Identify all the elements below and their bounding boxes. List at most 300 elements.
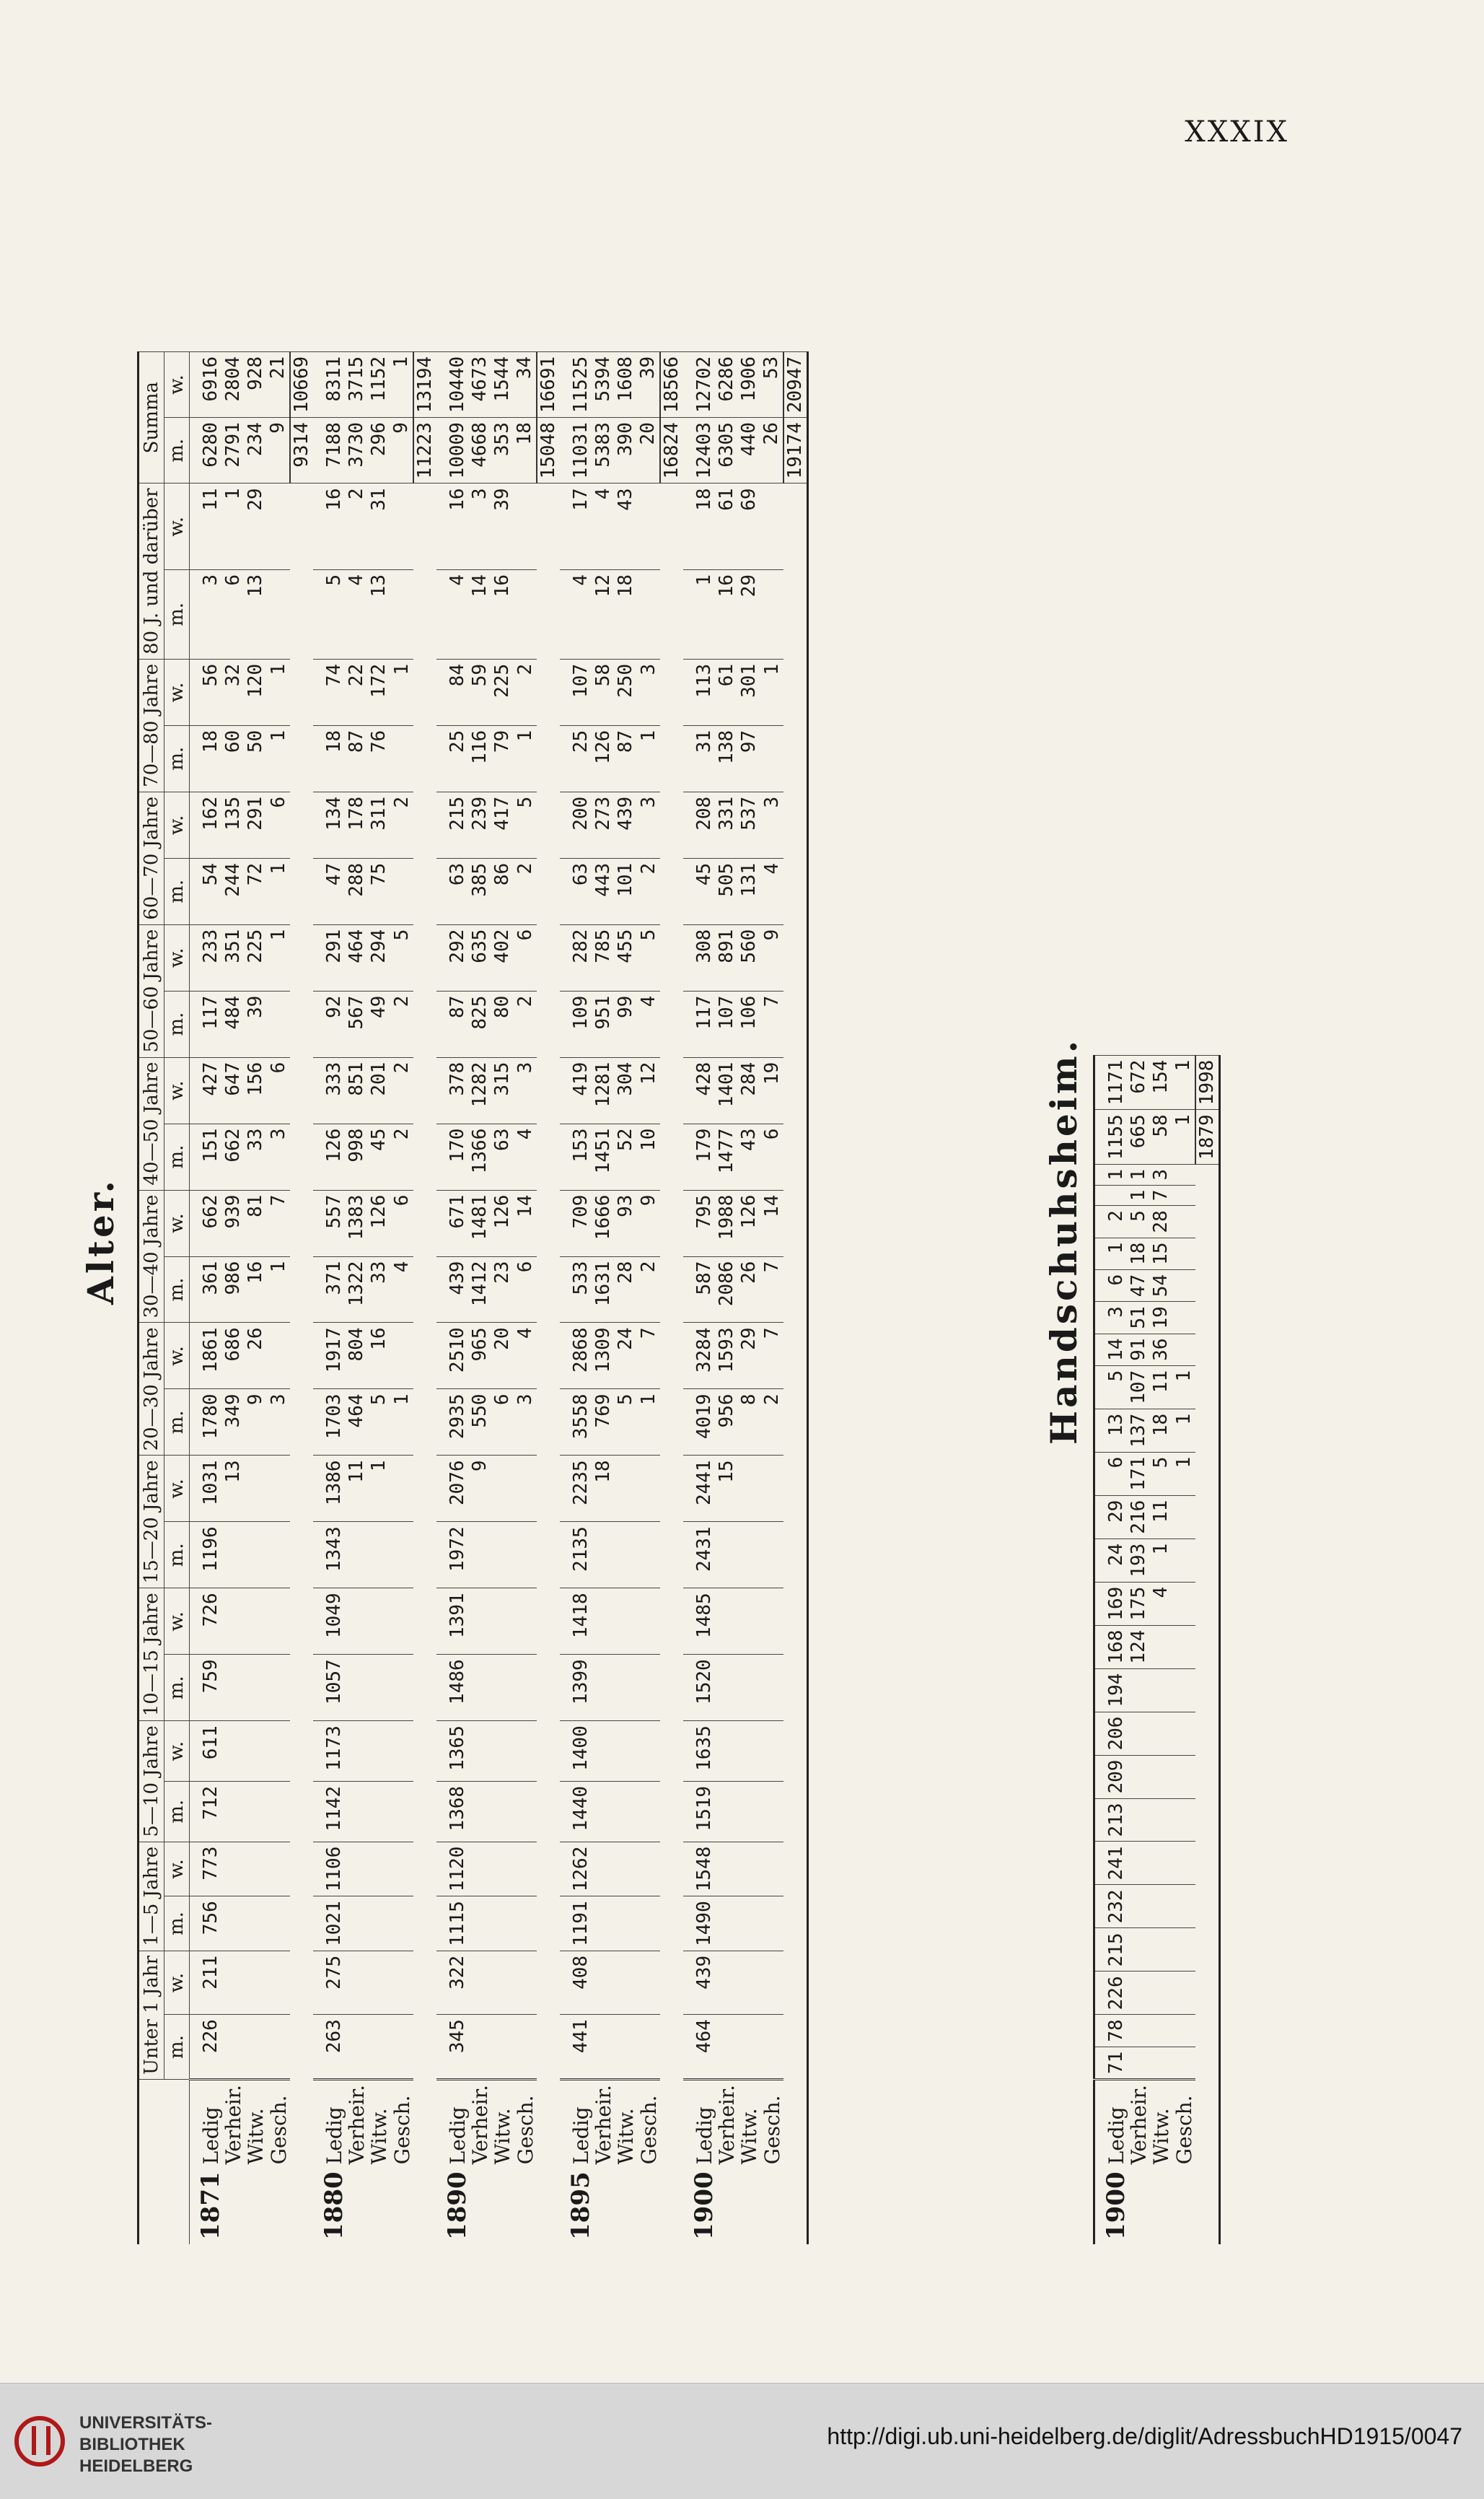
sex-w-header: w. xyxy=(164,924,190,991)
value-cell: 333 xyxy=(313,1057,346,1124)
value-cell: 686 xyxy=(222,1323,245,1389)
value-cell: 178 xyxy=(346,792,368,858)
value-cell: 6 xyxy=(514,1256,537,1323)
value-cell xyxy=(222,1951,245,2014)
value-cell: 206 xyxy=(1094,1712,1128,1755)
library-name xyxy=(79,2412,212,2477)
value-cell: 533 xyxy=(560,1256,592,1323)
value-cell: 72 xyxy=(245,858,267,924)
year-label: 1900 xyxy=(1102,2171,1130,2240)
value-cell xyxy=(390,1323,413,1389)
sum-m: 16824 xyxy=(660,418,683,483)
value-cell xyxy=(514,570,537,660)
value-cell xyxy=(491,1522,514,1588)
value-cell: 4 xyxy=(1150,1582,1172,1625)
data-row xyxy=(491,351,514,2244)
value-cell xyxy=(716,1842,738,1896)
status-label: Gesch. xyxy=(1172,2079,1195,2168)
value-cell: 505 xyxy=(716,858,738,924)
value-cell xyxy=(222,1781,245,1842)
value-cell: 4 xyxy=(592,483,615,570)
value-cell xyxy=(738,1951,760,2014)
value-cell: 785 xyxy=(592,924,615,991)
value-cell: 3 xyxy=(637,792,660,858)
value-cell: 11 xyxy=(1150,1365,1172,1409)
value-cell: 1486 xyxy=(436,1655,469,1721)
value-cell: 390 xyxy=(615,418,637,483)
value-cell xyxy=(267,1522,290,1588)
value-cell xyxy=(267,1781,290,1842)
value-cell: 1049 xyxy=(313,1588,346,1655)
value-cell xyxy=(738,1522,760,1588)
value-cell xyxy=(245,1781,267,1842)
value-cell xyxy=(1172,1206,1195,1238)
value-cell: 63 xyxy=(560,858,592,924)
value-cell xyxy=(1172,1798,1195,1842)
value-cell: 455 xyxy=(615,924,637,991)
value-cell: 209 xyxy=(1094,1755,1128,1798)
value-cell: 5383 xyxy=(592,418,615,483)
value-cell: 759 xyxy=(190,1655,223,1721)
value-cell xyxy=(637,570,660,660)
value-cell xyxy=(368,1896,390,1951)
value-cell: 12 xyxy=(637,1057,660,1124)
value-cell xyxy=(637,1456,660,1522)
section-heading-handschuhsheim: Handschuhsheim. xyxy=(1042,1037,1085,1445)
value-cell: 6 xyxy=(267,1057,290,1124)
value-cell: 4 xyxy=(390,1256,413,1323)
value-cell: 6 xyxy=(1094,1452,1128,1495)
age-group-header: 10—15 Jahre xyxy=(139,1588,164,1721)
value-cell: 29 xyxy=(1094,1495,1128,1539)
age-group-header: 60—70 Jahre xyxy=(139,792,164,924)
age-group-header: 30—40 Jahre xyxy=(139,1190,164,1323)
value-cell: 58 xyxy=(1150,1110,1172,1165)
value-cell: 107 xyxy=(560,659,592,725)
value-cell: 769 xyxy=(592,1389,615,1456)
value-cell: 14 xyxy=(760,1190,783,1256)
value-cell: 712 xyxy=(190,1781,223,1842)
value-cell xyxy=(716,1655,738,1721)
value-cell: 2 xyxy=(346,483,368,570)
sex-m-header: m. xyxy=(164,570,190,660)
value-cell: 226 xyxy=(1094,1971,1128,2015)
value-cell: 6 xyxy=(760,1124,783,1190)
data-row xyxy=(245,351,267,2244)
value-cell: 349 xyxy=(222,1389,245,1456)
value-cell: 213 xyxy=(1094,1798,1128,1842)
value-cell xyxy=(491,1721,514,1782)
value-cell: 4 xyxy=(760,858,783,924)
data-row xyxy=(637,351,660,2244)
value-cell xyxy=(716,1781,738,1842)
value-cell: 91 xyxy=(1128,1334,1150,1365)
value-cell: 93 xyxy=(615,1190,637,1256)
sex-w-header: w. xyxy=(164,1057,190,1124)
value-cell xyxy=(592,2015,615,2080)
value-cell: 804 xyxy=(346,1323,368,1389)
value-cell xyxy=(615,1721,637,1782)
value-cell xyxy=(760,570,783,660)
value-cell xyxy=(1150,1755,1172,1798)
value-cell xyxy=(1150,1668,1172,1712)
library-name-line3: HEIDELBERG xyxy=(79,2456,193,2476)
value-cell xyxy=(738,1842,760,1896)
age-group-header: 50—60 Jahre xyxy=(139,924,164,1057)
value-cell xyxy=(267,1588,290,1655)
value-cell: 75 xyxy=(368,858,390,924)
value-cell: 560 xyxy=(738,924,760,991)
value-cell: 1142 xyxy=(313,1781,346,1842)
value-cell: 537 xyxy=(738,792,760,858)
sum-spacer xyxy=(413,483,436,2244)
value-cell: 464 xyxy=(683,2015,716,2080)
value-cell: 25 xyxy=(436,725,469,792)
value-cell: 5 xyxy=(1150,1452,1172,1495)
status-label: Witw. xyxy=(245,2079,267,2168)
value-cell: 193 xyxy=(1128,1539,1150,1582)
value-cell xyxy=(1150,1625,1172,1668)
value-cell: 1309 xyxy=(592,1323,615,1389)
value-cell: 1 xyxy=(368,1456,390,1522)
value-cell: 52 xyxy=(615,1124,637,1190)
value-cell xyxy=(1150,1885,1172,1928)
value-cell: 1 xyxy=(683,570,716,660)
value-cell: 87 xyxy=(346,725,368,792)
value-cell: 26 xyxy=(738,1256,760,1323)
value-cell: 18 xyxy=(1128,1238,1150,1269)
value-cell xyxy=(245,1951,267,2014)
age-group-header: 1—5 Jahre xyxy=(139,1842,164,1951)
value-cell: 2235 xyxy=(560,1456,592,1522)
value-cell: 1152 xyxy=(368,351,390,417)
value-cell: 2791 xyxy=(222,418,245,483)
value-cell: 9 xyxy=(637,1190,660,1256)
value-cell xyxy=(592,1588,615,1655)
value-cell: 234 xyxy=(245,418,267,483)
sex-w-header: w. xyxy=(164,792,190,858)
value-cell xyxy=(637,1721,660,1782)
value-cell xyxy=(1128,1755,1150,1798)
value-cell: 2 xyxy=(514,991,537,1057)
value-cell: 2 xyxy=(1094,1206,1128,1238)
value-cell: 402 xyxy=(491,924,514,991)
value-cell xyxy=(491,2015,514,2080)
data-row xyxy=(615,351,637,2244)
value-cell: 296 xyxy=(368,418,390,483)
value-cell: 4019 xyxy=(683,1389,716,1456)
status-label: Witw. xyxy=(615,2079,637,2168)
value-cell xyxy=(1128,1712,1150,1755)
value-cell xyxy=(760,1781,783,1842)
year-label: 1890 xyxy=(443,2171,472,2240)
value-cell xyxy=(716,1588,738,1655)
value-cell xyxy=(514,1522,537,1588)
value-cell xyxy=(514,1781,537,1842)
value-cell: 20 xyxy=(637,418,660,483)
value-cell: 1155 xyxy=(1094,1110,1128,1165)
value-cell: 3 xyxy=(267,1389,290,1456)
value-cell: 15 xyxy=(1150,1238,1172,1269)
value-cell: 1 xyxy=(1172,1110,1195,1165)
value-cell xyxy=(267,1721,290,1782)
value-cell: 97 xyxy=(738,725,760,792)
value-cell xyxy=(491,1456,514,1522)
value-cell: 1451 xyxy=(592,1124,615,1190)
value-cell xyxy=(368,2015,390,2080)
value-cell: 13 xyxy=(222,1456,245,1522)
value-cell: 288 xyxy=(346,858,368,924)
status-label: Witw. xyxy=(738,2079,760,2168)
value-cell xyxy=(1172,1712,1195,1755)
value-cell: 28 xyxy=(1150,1206,1172,1238)
sex-m-header: m. xyxy=(164,1896,190,1951)
value-cell: 5 xyxy=(1094,1365,1128,1409)
value-cell: 385 xyxy=(469,858,491,924)
value-cell: 11031 xyxy=(560,418,592,483)
page-number: XXXIX xyxy=(1185,115,1289,149)
value-cell: 138 xyxy=(716,725,738,792)
year-label: 1895 xyxy=(566,2171,595,2240)
value-cell: 225 xyxy=(245,924,267,991)
value-cell xyxy=(1172,2047,1195,2079)
sex-m-header: m. xyxy=(164,418,190,483)
value-cell: 1440 xyxy=(560,1781,592,1842)
sex-m-header: m. xyxy=(164,725,190,792)
value-cell: 33 xyxy=(368,1256,390,1323)
sum-m: 1879 xyxy=(1195,1110,1220,1165)
value-cell xyxy=(390,1896,413,1951)
value-cell xyxy=(716,1721,738,1782)
value-cell: 1366 xyxy=(469,1124,491,1190)
value-cell: 3 xyxy=(514,1057,537,1124)
value-cell xyxy=(738,1781,760,1842)
value-cell: 2 xyxy=(514,659,537,725)
value-cell: 4 xyxy=(514,1323,537,1389)
sex-w-header: w. xyxy=(164,1842,190,1896)
value-cell: 2935 xyxy=(436,1389,469,1456)
value-cell: 1343 xyxy=(313,1522,346,1588)
value-cell: 998 xyxy=(346,1124,368,1190)
value-cell xyxy=(346,1588,368,1655)
value-cell: 5 xyxy=(1128,1206,1150,1238)
value-cell: 25 xyxy=(560,725,592,792)
value-cell: 18 xyxy=(592,1456,615,1522)
sum-w: 10669 xyxy=(290,351,313,417)
value-cell: 440 xyxy=(738,418,760,483)
value-cell: 2 xyxy=(637,1256,660,1323)
age-group-header: Unter 1 Jahr xyxy=(139,1951,164,2079)
value-cell: 15 xyxy=(716,1456,738,1522)
value-cell: 6 xyxy=(222,570,245,660)
value-cell: 891 xyxy=(716,924,738,991)
value-cell xyxy=(267,483,290,570)
value-cell: 21 xyxy=(267,351,290,417)
value-cell: 10 xyxy=(637,1124,660,1190)
value-cell: 2510 xyxy=(436,1323,469,1389)
value-cell xyxy=(368,1522,390,1588)
value-cell: 2135 xyxy=(560,1522,592,1588)
value-cell xyxy=(1172,1971,1195,2015)
value-cell: 13 xyxy=(368,570,390,660)
value-cell: 1368 xyxy=(436,1781,469,1842)
value-cell xyxy=(390,858,413,924)
value-cell: 31 xyxy=(368,483,390,570)
value-cell: 311 xyxy=(368,792,390,858)
value-cell: 39 xyxy=(637,351,660,417)
value-cell: 1171 xyxy=(1094,1055,1128,1110)
value-cell: 1191 xyxy=(560,1896,592,1951)
value-cell: 2 xyxy=(390,1124,413,1190)
value-cell: 24 xyxy=(1094,1539,1128,1582)
age-group-header: 70—80 Jahre xyxy=(139,659,164,792)
value-cell: 1 xyxy=(1172,1055,1195,1110)
value-cell xyxy=(716,2015,738,2080)
value-cell: 1262 xyxy=(560,1842,592,1896)
sex-w-header: w. xyxy=(164,483,190,570)
value-cell xyxy=(592,1781,615,1842)
value-cell: 282 xyxy=(560,924,592,991)
value-cell xyxy=(592,1522,615,1588)
value-cell xyxy=(222,1721,245,1782)
data-row xyxy=(592,351,615,2244)
value-cell: 443 xyxy=(592,858,615,924)
value-cell xyxy=(738,1655,760,1721)
value-cell: 408 xyxy=(560,1951,592,2014)
source-url-link[interactable]: http://digi.ub.uni-heidelberg.de/diglit/AdressbuchHD1915/0047 xyxy=(827,2423,1462,2449)
value-cell: 170 xyxy=(436,1124,469,1190)
value-cell: 113 xyxy=(683,659,716,725)
value-cell: 16 xyxy=(313,483,346,570)
value-cell: 294 xyxy=(368,924,390,991)
value-cell: 419 xyxy=(560,1057,592,1124)
value-cell xyxy=(1150,2047,1172,2079)
status-label: Gesch. xyxy=(637,2079,660,2168)
value-cell xyxy=(1128,1842,1150,1885)
value-cell: 301 xyxy=(738,659,760,725)
value-cell xyxy=(615,1896,637,1951)
sum-spacer xyxy=(783,483,808,2244)
value-cell xyxy=(760,1842,783,1896)
value-cell xyxy=(514,1456,537,1522)
value-cell: 1391 xyxy=(436,1588,469,1655)
sum-row xyxy=(783,351,808,2244)
value-cell: 1 xyxy=(1172,1409,1195,1452)
value-cell: 63 xyxy=(491,1124,514,1190)
value-cell xyxy=(637,1951,660,2014)
value-cell xyxy=(760,483,783,570)
value-cell: 8 xyxy=(738,1389,760,1456)
rotated-page-area xyxy=(79,209,1226,2273)
value-cell: 2441 xyxy=(683,1456,716,1522)
value-cell xyxy=(637,1781,660,1842)
value-cell: 1 xyxy=(1094,1238,1128,1269)
value-cell xyxy=(222,2015,245,2080)
value-cell: 250 xyxy=(615,659,637,725)
value-cell: 16 xyxy=(716,570,738,660)
value-cell xyxy=(390,2015,413,2080)
value-cell xyxy=(1172,1625,1195,1668)
sex-w-header: w. xyxy=(164,659,190,725)
value-cell xyxy=(1172,1185,1195,1206)
value-cell: 76 xyxy=(368,725,390,792)
value-cell: 23 xyxy=(491,1256,514,1323)
value-cell xyxy=(738,1721,760,1782)
value-cell: 795 xyxy=(683,1190,716,1256)
value-cell: 1386 xyxy=(313,1456,346,1522)
data-row xyxy=(716,351,738,2244)
value-cell: 1 xyxy=(1094,1164,1128,1185)
value-cell xyxy=(637,1588,660,1655)
value-cell: 263 xyxy=(313,2015,346,2080)
value-cell: 6 xyxy=(390,1190,413,1256)
value-cell xyxy=(1150,1928,1172,1971)
sum-w: 16691 xyxy=(537,351,560,417)
sum-m: 15048 xyxy=(537,418,560,483)
value-cell xyxy=(637,2015,660,2080)
value-cell: 567 xyxy=(346,991,368,1057)
value-cell xyxy=(1128,2047,1150,2079)
value-cell xyxy=(514,1721,537,1782)
status-label: Ledig xyxy=(683,2079,716,2168)
value-cell: 672 xyxy=(1128,1055,1150,1110)
value-cell: 1635 xyxy=(683,1721,716,1782)
value-cell: 1490 xyxy=(683,1896,716,1951)
sum-spacer xyxy=(1195,1164,1220,2244)
value-cell: 726 xyxy=(190,1588,223,1655)
value-cell: 5 xyxy=(637,924,660,991)
header-row-groups xyxy=(139,351,164,2244)
value-cell xyxy=(390,1721,413,1782)
value-cell: 244 xyxy=(222,858,245,924)
value-cell: 19 xyxy=(760,1057,783,1124)
value-cell: 208 xyxy=(683,792,716,858)
value-cell xyxy=(390,1951,413,2014)
value-cell: 647 xyxy=(222,1057,245,1124)
value-cell: 10440 xyxy=(436,351,469,417)
value-cell: 1548 xyxy=(683,1842,716,1896)
value-cell: 671 xyxy=(436,1190,469,1256)
value-cell: 11 xyxy=(346,1456,368,1522)
value-cell: 156 xyxy=(245,1057,267,1124)
value-cell xyxy=(245,1522,267,1588)
value-cell: 45 xyxy=(368,1124,390,1190)
value-cell: 3558 xyxy=(560,1389,592,1456)
value-cell: 3 xyxy=(514,1389,537,1456)
value-cell xyxy=(368,1721,390,1782)
value-cell: 1 xyxy=(267,924,290,991)
value-cell xyxy=(491,1781,514,1842)
value-cell: 3730 xyxy=(346,418,368,483)
value-cell: 5 xyxy=(390,924,413,991)
value-cell: 225 xyxy=(491,659,514,725)
value-cell xyxy=(222,1655,245,1721)
library-name-line2: BIBLIOTHEK xyxy=(79,2435,185,2454)
sex-w-header: w. xyxy=(164,1456,190,1522)
value-cell: 611 xyxy=(190,1721,223,1782)
status-label: Witw. xyxy=(368,2079,390,2168)
value-cell: 216 xyxy=(1128,1495,1150,1539)
value-cell: 1 xyxy=(637,1389,660,1456)
value-cell xyxy=(491,1842,514,1896)
value-cell: 3 xyxy=(760,792,783,858)
value-cell: 11 xyxy=(190,483,223,570)
data-row xyxy=(1128,1055,1150,2244)
value-cell xyxy=(1150,1842,1172,1885)
value-cell: 291 xyxy=(313,924,346,991)
header-year-status-cell xyxy=(139,2079,190,2244)
value-cell: 63 xyxy=(436,858,469,924)
